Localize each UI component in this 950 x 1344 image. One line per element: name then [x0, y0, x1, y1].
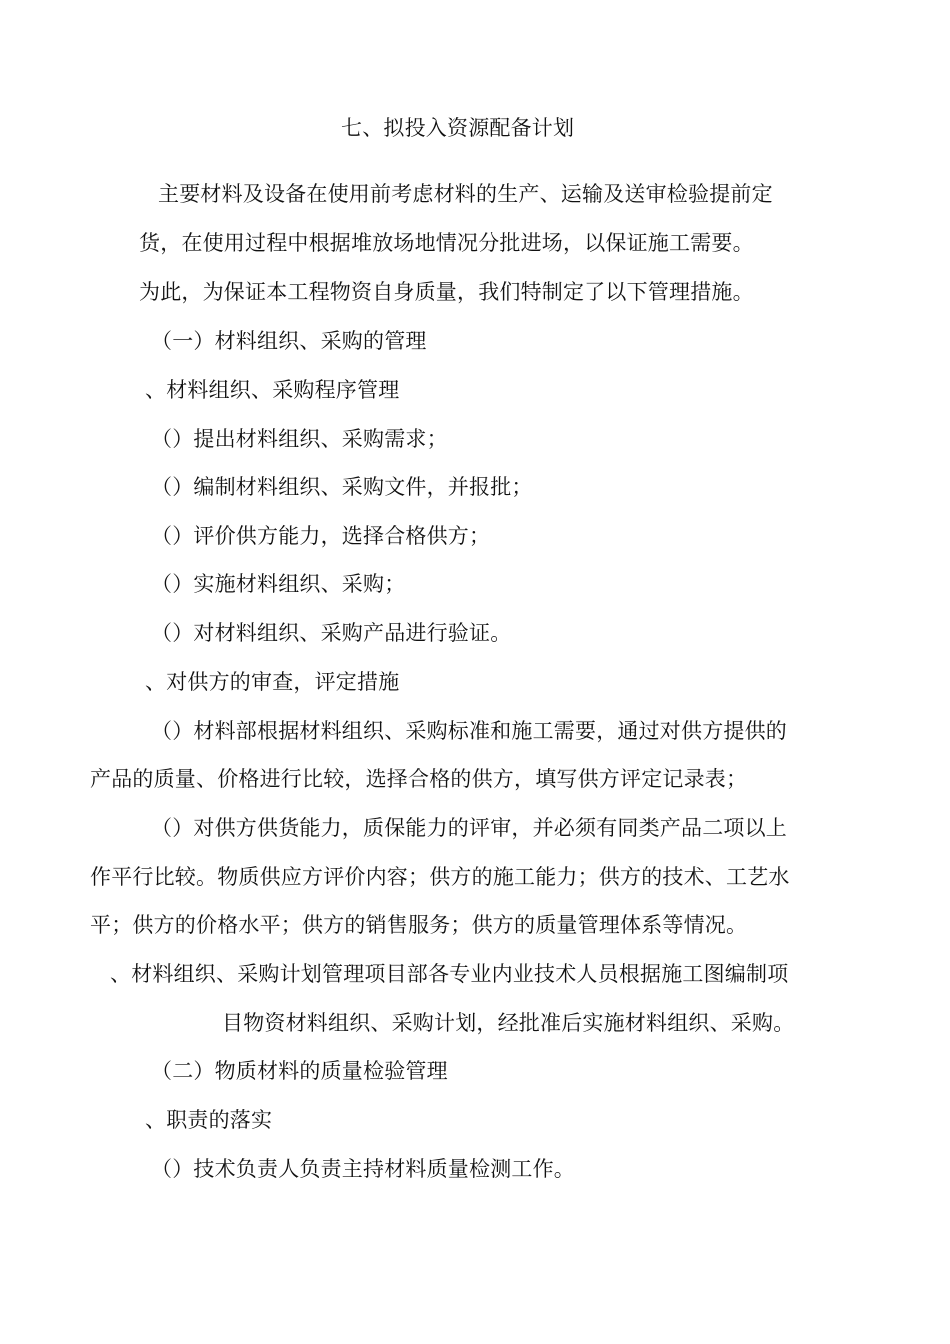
paragraph-line-9: 、材料组织、采购计划管理项目部各专业内业技术人员根据施工图编制项: [110, 962, 789, 986]
paragraph-line-8: 平；供方的价格水平；供方的销售服务；供方的质量管理体系等情况。: [90, 913, 748, 937]
list-item: （）提出材料组织、采购需求；: [151, 427, 448, 451]
paragraph-line-7: 作平行比较。物质供应方评价内容；供方的施工能力；供方的技术、工艺水: [90, 865, 790, 889]
subsection-heading-responsibility: 、职责的落实: [145, 1108, 273, 1132]
paragraph-line-10: 目物资材料组织、采购计划，经批准后实施材料组织、采购。: [222, 1011, 795, 1035]
paragraph-line-1: 主要材料及设备在使用前考虑材料的生产、运输及送审检验提前定: [158, 182, 773, 206]
list-item: （）编制材料组织、采购文件，并报批；: [151, 475, 533, 499]
list-item: （）评价供方能力，选择合格供方；: [151, 524, 491, 548]
section-heading-1: （一）材料组织、采购的管理: [151, 329, 427, 353]
document-title: 七、拟投入资源配备计划: [341, 116, 575, 140]
paragraph-line-5: 产品的质量、价格进行比较，选择合格的供方，填写供方评定记录表；: [90, 767, 748, 791]
subsection-heading-procurement-procedure: 、材料组织、采购程序管理: [145, 378, 400, 402]
paragraph-line-6: （）对供方供货能力，质保能力的评审，并必须有同类产品二项以上: [151, 816, 787, 840]
paragraph-line-3: 为此，为保证本工程物资自身质量，我们特制定了以下管理措施。: [139, 280, 754, 304]
paragraph-line-2: 货，在使用过程中根据堆放场地情况分批进场，以保证施工需要。: [139, 231, 754, 255]
subsection-heading-supplier-review: 、对供方的审查，评定措施: [145, 670, 400, 694]
list-item: （）实施材料组织、采购；: [151, 572, 406, 596]
paragraph-line-4: （）材料部根据材料组织、采购标准和施工需要，通过对供方提供的: [151, 719, 787, 743]
section-heading-2: （二）物质材料的质量检验管理: [151, 1059, 448, 1083]
list-item: （）对材料组织、采购产品进行验证。: [151, 621, 512, 645]
list-item: （）技术负责人负责主持材料质量检测工作。: [151, 1157, 575, 1181]
